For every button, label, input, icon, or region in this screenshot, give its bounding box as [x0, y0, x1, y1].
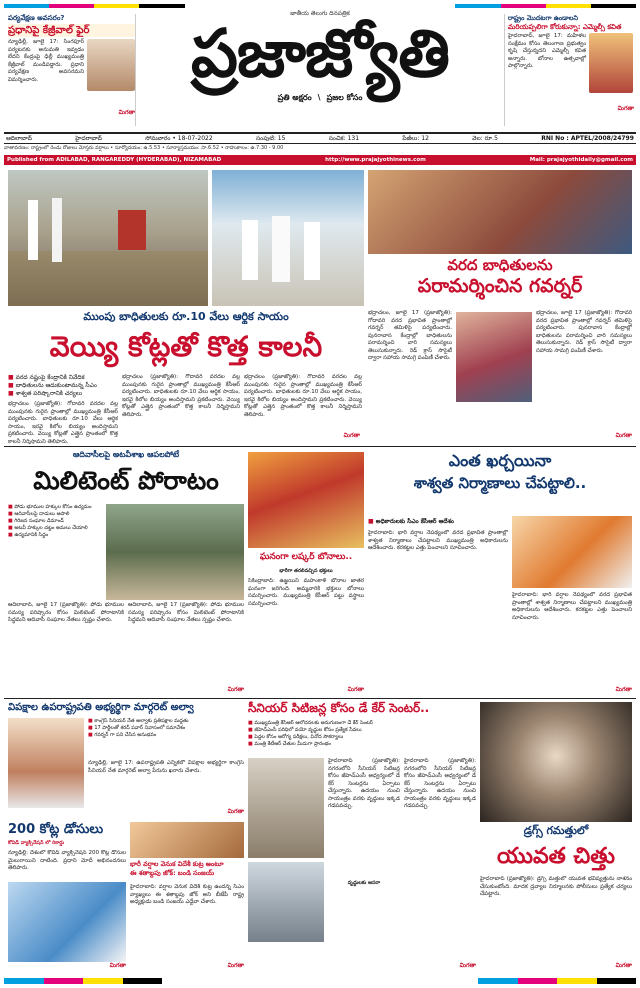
drugs-headline[interactable]: యువత చిత్తు [497, 844, 615, 869]
dateline-pages: పేజీలు: 12 [402, 134, 429, 142]
vaccine-sub: కోవిడ్ వ్యాక్సినేషన్ లో రికార్డు [8, 840, 65, 846]
right-ear-kicker: రాష్ట్రం మొదటగా ఉండాలని [508, 14, 578, 22]
militant-points [8, 504, 104, 600]
governor-headline-line2[interactable]: పరామర్శించిన గవర్నర్ [417, 275, 583, 297]
bonalu-caption[interactable]: ఘనంగా లష్కర్ బోనాలు.. [259, 552, 353, 562]
masthead-divider: \ [317, 93, 321, 102]
militant-point: ■ అటవీ హక్కుల చట్టం అమలు చేయాలి [8, 525, 104, 532]
governor-body-col2: భద్రాచలం, జూలై 17 (ప్రజాజ్యోతి): గోదావరి వరద ప్రభావిత ప్రాంతాల్లో గవర్నర్ తమిళిసై పర్యటించారు. పునరావాస కేంద్రాల్లో బాధితులను పరామర్శించి వారి సమస్యలు తెలుసుకున్నారు. రెడ్ క్రాస్ సొసైటీ ద్వారా సహాయ సామగ్రి పంపిణీ చేశారు. [536, 310, 632, 354]
senior-headline[interactable]: సీనియర్ సిటిజన్ల కోసం డే కేర్ సెంటర్.. [248, 701, 430, 715]
alva-point: ■ కాంగ్రెస్ సీనియర్ నేత అల్వాకు ప్రతిపక్షాల మద్దతు [88, 718, 244, 725]
senior-point: ■ మంత్రి కేటీఆర్ చేతుల మీదుగా ప్రారంభం [248, 741, 476, 748]
lead-more[interactable]: మిగతా [343, 432, 360, 439]
governor-headline-line1[interactable]: వరద బాధితులను [447, 256, 553, 274]
left-ear-story [8, 14, 136, 126]
weather-bar: వాతావరణం: రాష్ట్రంలో రెండు రోజులు మోస్తరు వర్షాలు • సూర్యోదయం: ఉ.5.53 • సూర్యాస్తమయం: సా.6.52 • రాహుకాలం: ఉ.7.30 - 9.00 [4, 145, 284, 151]
kavitha-photo [589, 33, 633, 93]
vaccine-more[interactable]: మిగతా [109, 962, 126, 969]
published-from: Published from ADILABAD, RANGAREDDY (HYDERABAD), NIZAMABAD [7, 157, 222, 163]
senior-body-col2: హైదరాబాద్ (ప్రజాజ్యోతి): నగరంలోని సీనియర్ సిటిజన్ల కోసం జీహెచ్ఎంసీ ఆధ్వర్యంలో డే కేర్ సెంటర్లను ఏర్పాటు చేస్తున్నారు. ఉదయం నుంచి సాయంత్రం వరకు వృద్ధులు ఇక్కడ గడపవచ్చు. [404, 758, 476, 809]
alva-more[interactable]: మిగతా [227, 808, 244, 815]
cost-headline [368, 450, 632, 514]
dateline-rni: RNI No : APTEL/2008/24799 [541, 135, 634, 142]
bandi-headline-line1[interactable]: భారీ వర్షాల వెనుక విదేశీ కుట్ర అంటూ [130, 860, 224, 868]
drugs-photo [480, 702, 632, 822]
lead-headline[interactable]: వెయ్యి కోట్లతో కొత్త కాలనీ [49, 330, 323, 363]
cost-body-col1: హైదరాబాద్: భారీ వర్షాల నేపథ్యంలో వరద ప్రభావిత ప్రాంతాల్లో శాశ్వత నిర్మాణాలు చేపట్టాలని ముఖ్యమంత్రి అధికారులను ఆదేశించారు. కరకట్టల ఎత్తు పెంచాలని సూచించారు. [368, 530, 508, 551]
drugs-more[interactable]: మిగతా [615, 962, 632, 969]
alva-point: ■ 17 పార్టీలతో శరద్ పవార్ నివాసంలో సమావేశం [88, 725, 244, 732]
vaccine-headline[interactable]: 200 కోట్ల డోసులు [8, 822, 104, 837]
color-registration-strip-bottom [4, 978, 636, 984]
divider [4, 698, 636, 699]
cost-more[interactable]: మిగతా [615, 686, 632, 693]
divider [4, 446, 636, 447]
lead-body-col3: భద్రాచలం (ప్రజాజ్యోతి): గోదావరి వరదల వల్ల ముంపునకు గురైన ప్రాంతాల్లో ముఖ్యమంత్రి కేసీఆర్ పర్యటించారు. బాధితులకు రూ.10 వేలు ఆర్థిక సాయం, ఇరవై కిలోల బియ్యం అందిస్తామని ప్రకటించారు. వెయ్యి కోట్లతో ఎత్తైన ప్రాంతంలో కొత్త కాలనీ నిర్మిస్తామని తెలిపారు. [244, 374, 362, 418]
left-ear-more[interactable]: మిగతా [118, 109, 135, 116]
right-ear-body: హైదరాబాద్, జూలై 17: మహిళల సంక్షేమం కోసం తెలంగాణ ప్రభుత్వం కృషి చేస్తున్నదని ఎమ్మెల్సీ కవిత అన్నారు. బోనాల ఉత్సవాల్లో పాల్గొన్నారు. [508, 33, 586, 69]
right-ear-headline[interactable]: మరియప్పలిగా కోరుకున్నా: ఎమ్మెల్సీ కవిత [508, 23, 622, 31]
color-registration-strip [4, 4, 636, 8]
militant-more[interactable]: మిగతా [227, 686, 244, 693]
senior-photo-b [248, 862, 324, 942]
drugs-body: హైదరాబాద్ (ప్రజాజ్యోతి): డ్రగ్స్ మత్తులో యువత భవిష్యత్తును నాశనం చేసుకుంటోంది. మాదక ద్రవ్యాల నిర్మూలనకు పోలీసులు ప్రత్యేక చర్యలు చేపట్టారు. [480, 876, 632, 897]
alva-point: ■ గవర్నర్ గా పని చేసిన అనుభవం [88, 732, 244, 739]
left-ear-body: న్యూఢిల్లీ, జూలై 17: సింగపూర్ పర్యటనకు అనుమతి ఇవ్వడం లేదని కేంద్రంపై ఢిల్లీ ముఖ్యమంత్రి కేజ్రీవాల్ మండిపడ్డారు. ప్రధాని పర్యవేక్షణ అవసరమని విమర్శించారు. [8, 39, 84, 83]
governor-more[interactable]: మిగతా [615, 432, 632, 439]
cost-headline-line1[interactable]: ఎంత ఖర్చయినా [448, 451, 552, 470]
bandi-headline-line2[interactable]: ఈ శతాబ్దపు జోక్: బండి సంజయ్ [130, 869, 215, 877]
lead-photo-ceremony [212, 170, 364, 306]
militant-headline[interactable]: మిలిటెంట్ పోరాటం [33, 466, 219, 495]
masthead-tagline: జాతీయ తెలుగు దినపత్రిక [290, 10, 350, 17]
bandi-headline [130, 860, 244, 882]
dateline-bar [4, 132, 636, 144]
published-url[interactable]: http://www.prajajyothinews.com [325, 157, 426, 163]
senior-more[interactable]: మిగతా [459, 962, 476, 969]
bonalu-more[interactable]: మిగతా [347, 686, 364, 693]
left-ear-headline[interactable]: ప్రధానిపై కేజ్రీవాల్ ఫైర్ [8, 24, 135, 37]
militant-kicker: ఆదివాసీలపై అటవీశాఖ ఆపలపోటే [72, 450, 180, 459]
militant-photo-protest [106, 504, 244, 600]
lead-bullet: ■ వరద నష్టంపై కేంద్రానికి నివేదిక [8, 374, 118, 382]
cost-headline-line2[interactable]: శాశ్వత నిర్మాణాలు చేపట్టాలి.. [413, 474, 587, 492]
lead-bullets [8, 374, 118, 444]
vaccine-photo [8, 882, 126, 962]
alva-photo [8, 718, 84, 808]
dateline-city: హైదరాబాద్ [75, 134, 102, 142]
cm-photo [512, 516, 632, 588]
published-mail[interactable]: Mail: prajajyothidaily@gmail.com [529, 157, 633, 163]
senior-point: ■ ముఖ్యమంత్రి కేసీఆర్ ఆలోచనలకు అనుగుణంగా డే కేర్ సెంటర్ [248, 720, 476, 727]
bonalu-photo [248, 452, 364, 548]
lead-bullet: ■ శాశ్వత పరిష్కారానికి చర్యలు [8, 390, 118, 398]
senior-photo-a [248, 758, 324, 858]
right-ear-more[interactable]: మిగతా [617, 105, 634, 112]
masthead-subtitle-a: ప్రతి అక్షరం [277, 93, 312, 102]
right-ear-story [504, 14, 634, 126]
cost-body-col2: హైదరాబాద్: భారీ వర్షాల నేపథ్యంలో వరద ప్రభావిత ప్రాంతాల్లో శాశ్వత నిర్మాణాలు చేపట్టాలని ముఖ్యమంత్రి అధికారులను ఆదేశించారు. కరకట్టల ఎత్తు పెంచాలని సూచించారు. [512, 592, 632, 621]
senior-points [248, 720, 476, 756]
governor-photo-inset [456, 312, 532, 402]
militant-point: ■ గిరిజన సంఘాల డిమాండ్ [8, 518, 104, 525]
dateline-place: ఆదిలాబాద్ [6, 134, 32, 142]
alva-points [88, 718, 244, 758]
masthead-title: ప్రజాజ్యోతి [190, 15, 450, 92]
bonalu-body: సికింద్రాబాద్: ఉజ్జయిని మహంకాళి బోనాల జాతర ఘనంగా జరిగింది. అమ్మవారికి భక్తులు బోనాలు సమర్పించారు. ముఖ్యమంత్రి కేసీఆర్ పట్టు వస్త్రాలు సమర్పించారు. [248, 578, 364, 607]
lead-photo-flood [8, 170, 208, 306]
alva-headline[interactable]: విపక్షాల ఉపరాష్ట్రపతి అభ్యర్థిగా మార్గరెట్ అల్వా [8, 702, 194, 713]
militant-body-col2: ఆదిలాబాద్, జూలై 17 (ప్రజాజ్యోతి): పోడు భూముల సమస్య పరిష్కారం కోసం మిలిటెంట్ పోరాటానికి సిద్ధమని ఆదివాసీ సంఘాల నేతలు స్పష్టం చేశారు. [128, 602, 244, 623]
militant-body-col1: ఆదిలాబాద్, జూలై 17 (ప్రజాజ్యోతి): పోడు భూముల సమస్య పరిష్కారం కోసం మిలిటెంట్ పోరాటానికి సిద్ధమని ఆదివాసీ సంఘాల నేతలు స్పష్టం చేశారు. [8, 602, 124, 623]
alva-body: న్యూఢిల్లీ, జూలై 17: ఉపరాష్ట్రపతి ఎన్నికలో విపక్షాల అభ్యర్థిగా కాంగ్రెస్ సీనియర్ నేత మార్గరెట్ అల్వా పేరును ఖరారు చేశారు. [88, 760, 244, 774]
lead-kicker: ముంపు బాధితులకు రూ.10 వేలు ఆర్థిక సాయం [83, 310, 289, 323]
senior-body-col1: హైదరాబాద్ (ప్రజాజ్యోతి): నగరంలోని సీనియర్ సిటిజన్ల కోసం జీహెచ్ఎంసీ ఆధ్వర్యంలో డే కేర్ సెంటర్లను ఏర్పాటు చేస్తున్నారు. ఉదయం నుంచి సాయంత్రం వరకు వృద్ధులు ఇక్కడ గడపవచ్చు. [328, 758, 400, 809]
governor-photo-top [368, 170, 632, 254]
cost-lead: ■ అధికారులకు సీఎం కేసీఆర్ ఆదేశం [368, 518, 508, 527]
bandi-body: హైదరాబాద్: వర్షాల వెనుక విదేశీ కుట్ర ఉందన్న సీఎం వ్యాఖ్యలు ఈ శతాబ్దపు జోక్ అని బీజేపీ రాష్ట్ర అధ్యక్షుడు బండి సంజయ్ ఎద్దేవా చేశారు. [130, 884, 244, 905]
lead-body-col1: భద్రాచలం (ప్రజాజ్యోతి): గోదావరి వరదల వల్ల ముంపునకు గురైన ప్రాంతాల్లో ముఖ్యమంత్రి కేసీఆర్ పర్యటించారు. బాధితులకు రూ.10 వేలు ఆర్థిక సాయం, ఇరవై కిలోల బియ్యం అందిస్తామని ప్రకటించారు. వెయ్యి కోట్లతో ఎత్తైన ప్రాంతంలో కొత్త కాలనీ నిర్మిస్తామని తెలిపారు. [8, 401, 118, 444]
bandi-photo [130, 822, 244, 858]
dateline-issue: సంచిక: 131 [328, 134, 360, 142]
masthead [140, 10, 500, 128]
left-ear-kicker: పర్యవేక్షణ అవసరం? [8, 14, 65, 22]
dateline-volume: సంపుటి: 15 [255, 134, 286, 142]
lead-body-col2: భద్రాచలం (ప్రజాజ్యోతి): గోదావరి వరదల వల్ల ముంపునకు గురైన ప్రాంతాల్లో ముఖ్యమంత్రి కేసీఆర్ పర్యటించారు. బాధితులకు రూ.10 వేలు ఆర్థిక సాయం, ఇరవై కిలోల బియ్యం అందిస్తామని ప్రకటించారు. వెయ్యి కోట్లతో ఎత్తైన ప్రాంతంలో కొత్త కాలనీ నిర్మిస్తామని తెలిపారు. [122, 374, 240, 418]
vaccine-body: న్యూఢిల్లీ: దేశంలో కోవిడ్ వ్యాక్సినేషన్ 200 కోట్ల డోసుల మైలురాయిని దాటింది. ప్రధాని మోదీ అభినందనలు తెలిపారు. [8, 850, 126, 871]
senior-sub: వృద్ధులకు ఆసరా [347, 880, 381, 886]
senior-point: ■ పెద్దల కోసం ఆరోగ్య పరీక్షలు, వినోద సౌకర్యాలు [248, 734, 476, 741]
dateline-date: సోమవారం • 18-07-2022 [145, 134, 213, 142]
governor-headline [368, 256, 632, 306]
dateline-price: వెల: రూ.5 [472, 134, 498, 142]
bonalu-sub: భారీగా తరలివచ్చిన భక్తులు [279, 568, 333, 574]
governor-body-col1: భద్రాచలం, జూలై 17 (ప్రజాజ్యోతి): గోదావరి వరద ప్రభావిత ప్రాంతాల్లో గవర్నర్ తమిళిసై పర్యటించారు. పునరావాస కేంద్రాల్లో బాధితులను పరామర్శించి వారి సమస్యలు తెలుసుకున్నారు. రెడ్ క్రాస్ సొసైటీ ద్వారా సహాయ సామగ్రి పంపిణీ చేశారు. [368, 310, 452, 361]
militant-point: ■ ఆదివాసీలపై దాడులు ఆపాలి [8, 511, 104, 518]
lead-bullet: ■ బాధితులను ఆదుకుంటామన్న సీఎం [8, 382, 118, 390]
published-bar [4, 155, 636, 165]
bandi-more[interactable]: మిగతా [227, 962, 244, 969]
kejriwal-photo [87, 39, 135, 91]
senior-point: ■ జీహెచ్ఎంసీ పరిధిలో వయో వృద్ధుల కోసం ప్రత్యేక సేవలు [248, 727, 476, 734]
militant-point: ■ పోడు భూముల హక్కుల కోసం ఉద్యమం [8, 504, 104, 511]
drugs-kicker: డ్రగ్స్ గమత్తులో [523, 824, 589, 837]
masthead-subtitle-b: ప్రజల కోసం [326, 93, 363, 102]
militant-point: ■ ఉద్యమానికి సిద్ధం [8, 532, 104, 539]
